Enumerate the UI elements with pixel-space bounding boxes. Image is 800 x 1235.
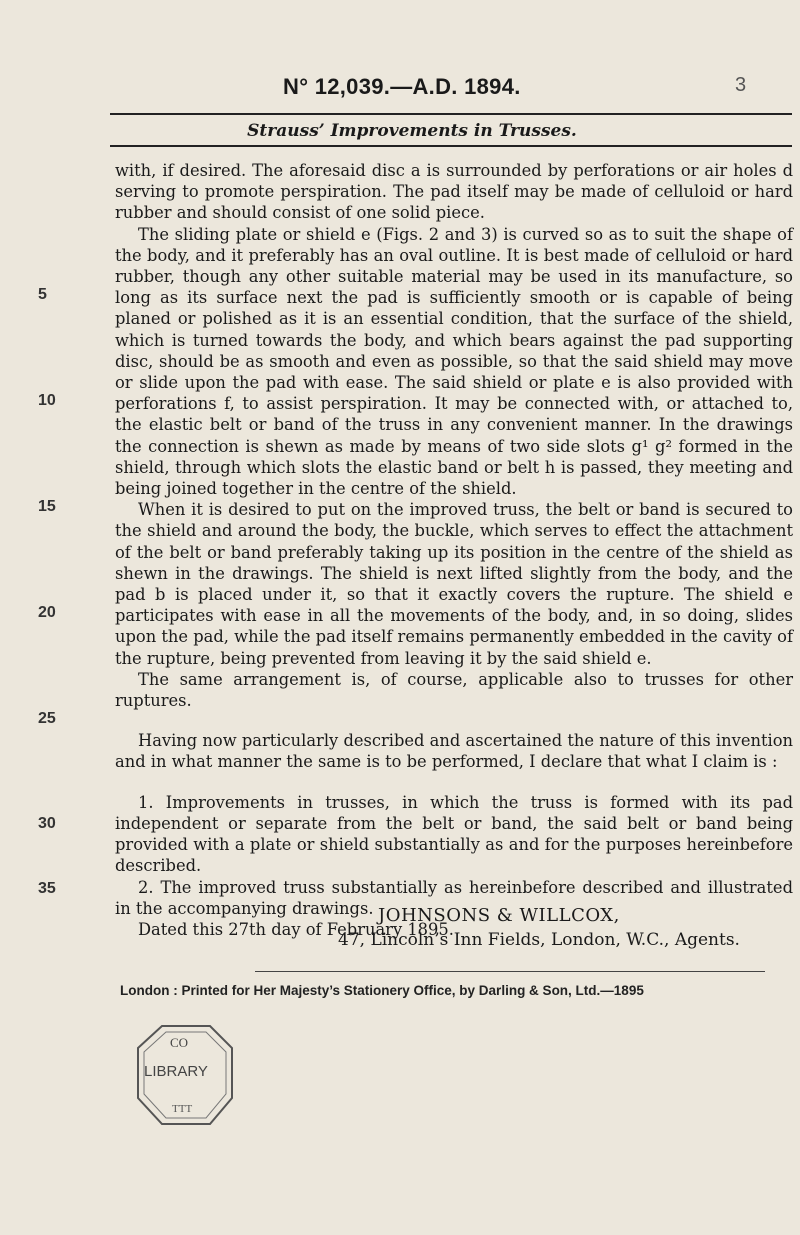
specification-text bbox=[115, 160, 793, 940]
patent-number: N° 12,039.—A.D. 1894. bbox=[283, 74, 521, 99]
running-title: Strauss’ Improvements in Trusses. bbox=[247, 121, 577, 141]
paragraph: The same arrangement is, of course, applicable also to trusses for other ruptures. bbox=[115, 669, 793, 711]
line-number: 35 bbox=[38, 880, 56, 897]
line-number: 20 bbox=[38, 604, 56, 621]
line-number: 30 bbox=[38, 815, 56, 832]
stamp-bottom-text: TTT bbox=[172, 1103, 193, 1115]
paragraph: with, if desired. The aforesaid disc a is surrounded by perforations or air holes d serving to promote perspiration. The pad itself may be made of celluloid or hard rubber and should consist of one solid piece. bbox=[115, 161, 793, 223]
footer-rule bbox=[255, 971, 765, 972]
title-rule bbox=[110, 145, 792, 147]
stamp-seal-icon bbox=[120, 1020, 250, 1130]
paragraph: When it is desired to put on the improved truss, the belt or band is secured to the shield and around the body, the buckle, which serves to effect the attachment of the belt or band preferably taking up its position in the centre of the shield as shewn in the drawings. The shield is next lifted slightly from the body, and the pad b is placed under it, so that it exactly covers the rupture. The shield e participates with ease in all the movements of the body, and, in so doing, slides upon the pad, while the pad itself remains permanently embedded in the cavity of the rupture, being prevented from leaving it by the said shield e. bbox=[115, 500, 793, 668]
agents-address: 47, Lincoln’s Inn Fields, London, W.C., Agents. bbox=[338, 930, 740, 950]
line-number: 15 bbox=[38, 498, 56, 515]
claim-1: 1. Improvements in trusses, in which the truss is formed with its pad independent or separate from the belt or band, the said belt or band being provided with a plate or shield substantially as and for the purposes hereinbefore described. bbox=[115, 792, 793, 876]
page-header bbox=[0, 74, 800, 104]
dated-line: Dated this 27th day of February 1895. bbox=[138, 919, 454, 939]
printer-imprint: London : Printed for Her Majesty’s Stationery Office, by Darling & Son, Ltd.—1895 bbox=[120, 983, 644, 998]
line-number: 5 bbox=[38, 286, 47, 303]
line-number: 10 bbox=[38, 392, 56, 409]
header-rule bbox=[110, 113, 792, 115]
claim-intro: Having now particularly described and ascertained the nature of this invention and in what manner the same is to be performed, I declare that what I claim is : bbox=[115, 731, 793, 772]
stamp-center-text: LIBRARY bbox=[144, 1063, 208, 1080]
agents-name: JOHNSONS & WILLCOX, bbox=[378, 905, 620, 926]
library-stamp bbox=[120, 1020, 250, 1130]
claim-2: 2. The improved truss substantially as hereinbefore described and illustrated in the accompanying drawings. bbox=[115, 877, 793, 918]
stamp-top-text: CO bbox=[170, 1035, 189, 1050]
page-number: 3 bbox=[735, 74, 747, 96]
paragraph: The sliding plate or shield e (Figs. 2 and 3) is curved so as to suit the shape of the body, and it preferably has an oval outline. It is best made of celluloid or hard rubber, though any other suitable material may be used in its manufacture, so long as its surface next the pad is sufficiently smooth or is capable of being planed or polished as it is an essential condition, that the surface of the shield, which is turned towards the body, and which bears against the pad supporting disc, should be as smooth and even as possible, so that the said shield may move or slide upon the pad with ease. The said shield or plate e is also provided with perforations f, to assist perspiration. It may be connected with, or attached to, the elastic belt or band of the truss in any convenient manner. In the drawings the connection is shewn as made by means of two side slots g¹ g² formed in the shield, through which slots the elastic band or belt h is passed, they meeting and being joined together in the centre of the shield. bbox=[115, 224, 793, 499]
line-number: 25 bbox=[38, 710, 56, 727]
